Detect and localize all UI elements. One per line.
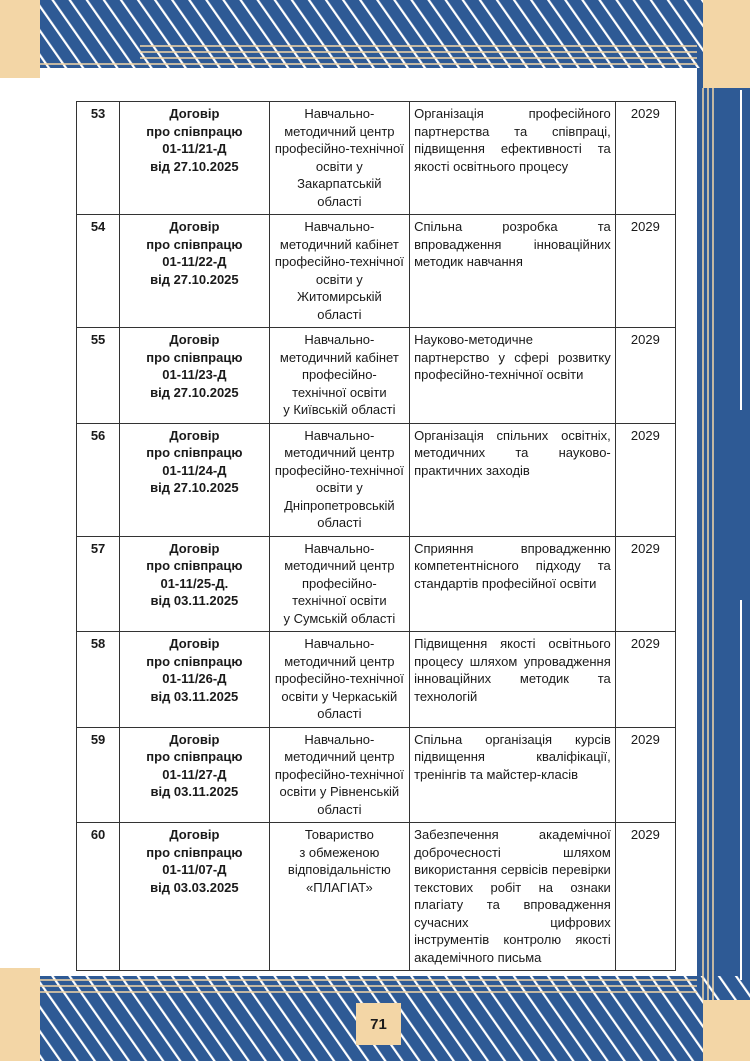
year-cell: 2029: [615, 632, 675, 728]
purpose-cell: Підвищення якості освітнього процесу шляхом упровадження інноваційних методик та технологій: [410, 632, 616, 728]
organization-line: технічної освіти: [292, 384, 387, 400]
agreement-line: 01-11/21-Д: [162, 141, 227, 156]
organization-line: професійно-технічної освіти у Закарпатській області: [274, 141, 404, 209]
row-number: 58: [77, 632, 120, 728]
organization-cell: [269, 632, 409, 728]
organization-line: професійно-технічної освіти у Рівненській області: [274, 766, 404, 817]
organization-line: у Сумській області: [283, 610, 396, 626]
year-cell: 2029: [615, 328, 675, 424]
agreement-cell: [120, 632, 269, 728]
year-cell: 2029: [615, 727, 675, 823]
organization-line: Навчально-: [304, 636, 375, 651]
purpose-cell: Спільна організація курсів підвищення кваліфікації, тренінгів та майстер-класів: [410, 727, 616, 823]
organization-line: професійно-технічної освіти у Дніпропетровській області: [274, 462, 404, 530]
organization-line: Навчально-: [304, 427, 375, 443]
contracts-table: [76, 101, 676, 971]
agreement-line: про співпрацю: [146, 236, 243, 252]
row-number: 55: [77, 328, 120, 424]
agreement-line: 01-11/27-Д: [162, 766, 227, 782]
purpose-cell: Сприяння впровадженню компетентнісного підходу та стандартів професійної освіти: [410, 536, 616, 632]
agreement-line: від 27.10.2025: [150, 384, 239, 400]
organization-cell: [269, 215, 409, 328]
right-navy-band: [697, 68, 750, 976]
agreement-line: Договір: [169, 827, 220, 842]
organization-line: «ПЛАГІАТ»: [306, 879, 373, 895]
organization-line: Навчально-: [304, 332, 375, 347]
row-number: 60: [77, 823, 120, 971]
agreement-line: Договір: [169, 219, 220, 234]
agreement-line: про співпрацю: [146, 558, 243, 573]
year-cell: 2029: [615, 102, 675, 215]
agreement-cell: [120, 328, 269, 424]
page-number: 71: [356, 1003, 401, 1045]
agreement-line: про співпрацю: [146, 749, 243, 764]
organization-line: професійно-технічної освіти у Черкаській області: [274, 671, 404, 721]
agreement-line: про співпрацю: [146, 844, 243, 860]
agreement-line: про співпрацю: [146, 653, 243, 669]
agreement-line: 01-11/24-Д: [162, 462, 227, 478]
row-number: 54: [77, 215, 120, 328]
table-row: [77, 632, 676, 728]
table-row: [77, 727, 676, 823]
table-row: [77, 328, 676, 424]
organization-line: Навчально-: [304, 540, 375, 556]
agreement-line: про співпрацю: [146, 123, 243, 139]
year-cell: 2029: [615, 536, 675, 632]
organization-cell: [269, 727, 409, 823]
table-row: [77, 215, 676, 328]
agreement-line: від 03.11.2025: [150, 688, 239, 704]
agreement-line: 01-11/22-Д: [162, 254, 227, 269]
organization-line: професійно-технічної освіти у Житомирській області: [274, 254, 404, 322]
agreement-line: про співпрацю: [146, 445, 243, 460]
agreement-line: 01-11/07-Д: [162, 862, 227, 877]
organization-cell: [269, 823, 409, 971]
year-cell: 2029: [615, 215, 675, 328]
purpose-cell: Науково-методичне партнерство у сфері розвитку професійно-технічної освіти: [410, 328, 616, 424]
agreement-line: від 03.11.2025: [150, 593, 239, 608]
right-top-beige-block: [703, 0, 750, 88]
agreement-line: Договір: [169, 106, 220, 121]
row-number: 57: [77, 536, 120, 632]
organization-line: професійно-: [301, 367, 377, 382]
row-number: 56: [77, 423, 120, 536]
agreement-cell: [120, 423, 269, 536]
agreement-cell: [120, 102, 269, 215]
left-top-beige-block: [0, 0, 40, 78]
organization-line: методичний центр: [284, 123, 395, 139]
organization-line: професійно-: [301, 575, 377, 591]
agreement-line: Договір: [169, 332, 220, 347]
organization-cell: [269, 536, 409, 632]
agreement-cell: [120, 727, 269, 823]
organization-cell: [269, 328, 409, 424]
organization-line: методичний кабінет: [279, 236, 399, 252]
agreement-line: Договір: [169, 636, 220, 651]
agreement-line: 01-11/26-Д: [162, 671, 227, 686]
agreement-line: 01-11/23-Д: [162, 367, 227, 382]
organization-line: методичний центр: [284, 653, 395, 669]
agreement-line: від 27.10.2025: [150, 158, 239, 174]
organization-line: відповідальністю: [287, 862, 391, 877]
purpose-cell: Організація професійного партнерства та співпраці, підвищення ефективності та якості освітнього процесу: [410, 102, 616, 215]
organization-line: Навчально-: [304, 731, 375, 747]
agreement-line: 01-11/25-Д.: [160, 575, 229, 591]
agreement-line: від 27.10.2025: [150, 480, 239, 495]
purpose-cell: Забезпечення академічної доброчесності шляхом використання сервісів перевірки текстових робіт на ознаки плагіату та впровадження сучасних цифрових інструментів контролю якості академічного письма: [410, 823, 616, 971]
year-cell: 2029: [615, 423, 675, 536]
table-row: [77, 823, 676, 971]
right-bottom-beige-block: [703, 1000, 750, 1061]
organization-line: з обмеженою: [299, 844, 380, 860]
agreement-line: Договір: [169, 427, 220, 443]
table-row: [77, 423, 676, 536]
organization-line: Товариство: [304, 827, 374, 842]
agreement-line: від 03.11.2025: [150, 784, 239, 799]
organization-line: методичний центр: [284, 558, 395, 573]
organization-line: методичний центр: [284, 749, 395, 764]
purpose-cell: Організація спільних освітніх, методичних та науково-практичних заходів: [410, 423, 616, 536]
organization-line: методичний кабінет: [279, 349, 399, 365]
agreement-cell: [120, 823, 269, 971]
organization-line: методичний центр: [284, 445, 395, 460]
agreement-line: від 27.10.2025: [150, 271, 239, 287]
left-bottom-beige-block: [0, 968, 40, 1061]
agreement-cell: [120, 215, 269, 328]
agreement-line: про співпрацю: [146, 349, 243, 365]
table-row: [77, 102, 676, 215]
table-row: [77, 536, 676, 632]
organization-cell: [269, 102, 409, 215]
organization-cell: [269, 423, 409, 536]
row-number: 53: [77, 102, 120, 215]
organization-line: Навчально-: [304, 106, 375, 121]
row-number: 59: [77, 727, 120, 823]
agreement-line: Договір: [169, 540, 220, 556]
purpose-cell: Спільна розробка та впровадження інноваційних методик навчання: [410, 215, 616, 328]
organization-line: технічної освіти: [292, 593, 387, 608]
organization-line: Навчально-: [304, 219, 375, 234]
agreement-cell: [120, 536, 269, 632]
year-cell: 2029: [615, 823, 675, 971]
organization-line: у Київській області: [283, 402, 396, 417]
agreement-line: від 03.03.2025: [150, 879, 239, 895]
agreement-line: Договір: [169, 731, 220, 747]
